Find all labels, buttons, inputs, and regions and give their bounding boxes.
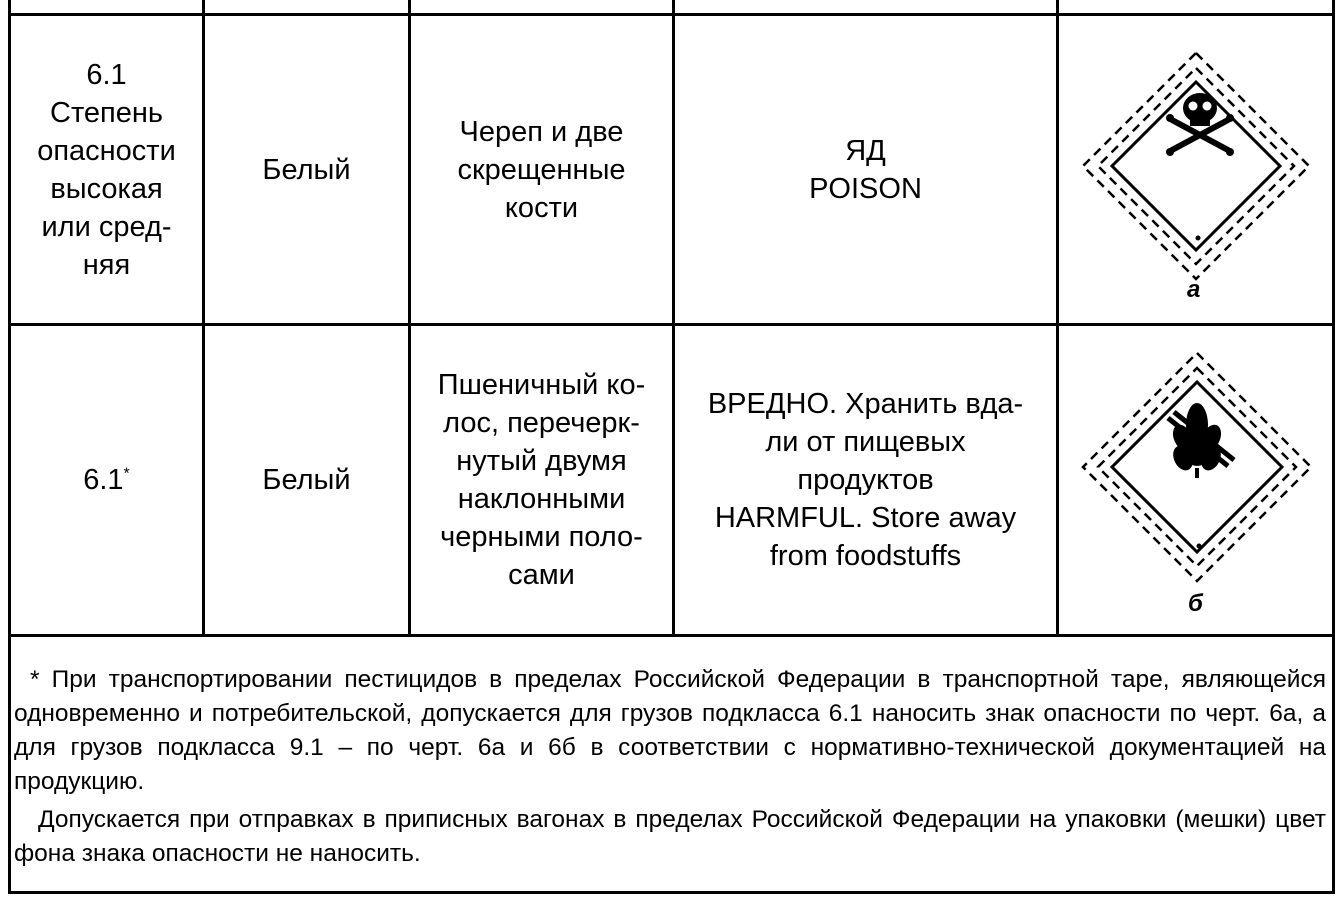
row-1-sign-label: а: [1187, 276, 1201, 303]
row-2-class-cell: [11, 326, 202, 634]
row-2-class: 6.1: [83, 464, 124, 496]
row-2-class-group: [83, 461, 130, 499]
row-1-class: 6.1 Степень опасности высокая или сред- няя: [37, 58, 176, 281]
row-2-symbol-cell: [411, 326, 672, 634]
row-2-inscription: ВРЕДНО. Хранить вда- ли от пищевых продуктов HARMFUL. Store away from foodstuffs: [707, 388, 1024, 572]
row-1-background-cell: [205, 16, 408, 323]
row-2-symbol: Пшеничный ко- лос, перечерк- нутый двумя наклонными черными поло- сами: [437, 369, 646, 591]
row-2-background-cell: [205, 326, 408, 634]
row-2-background: Белый: [262, 464, 351, 496]
row-1-class-cell: [11, 16, 202, 323]
row-1-symbol: Череп и две скрещенные кости: [457, 115, 626, 224]
footnote-paragraph-2: Допускается при отправках в приписных вагонах в пределах Российской Федерации на упаковки (мешки) цвет фона знака опасности не наносить.: [14, 806, 1326, 867]
row-1-inscription-cell: [675, 16, 1056, 323]
row-1-inscription: ЯД POISON: [809, 134, 922, 205]
row-2-inscription-cell: [675, 326, 1056, 634]
row-2-class-footnote-mark: *: [123, 465, 130, 483]
row-2-sign-label: б: [1188, 590, 1203, 617]
column-divider-4: [1056, 0, 1059, 637]
skull-and-crossbones-icon: [1080, 50, 1312, 282]
footnote-paragraph-1: * При транспортировании пестицидов в пределах Российской Федерации в транспортной таре, являющейся одновременно и потребительской, допускается для грузов подкласса 6.1 наносить знак опасности по черт. 6а, а для грузов подкласса 9.1 – по черт. 6а и 6б в соответствии с нормативно-технической документацией на продукцию.: [14, 666, 1326, 795]
row-1-background: Белый: [262, 153, 351, 186]
crossed-wheat-ear-icon: [1080, 350, 1314, 584]
footnote: [14, 663, 1326, 871]
row-1-symbol-cell: [411, 16, 672, 323]
